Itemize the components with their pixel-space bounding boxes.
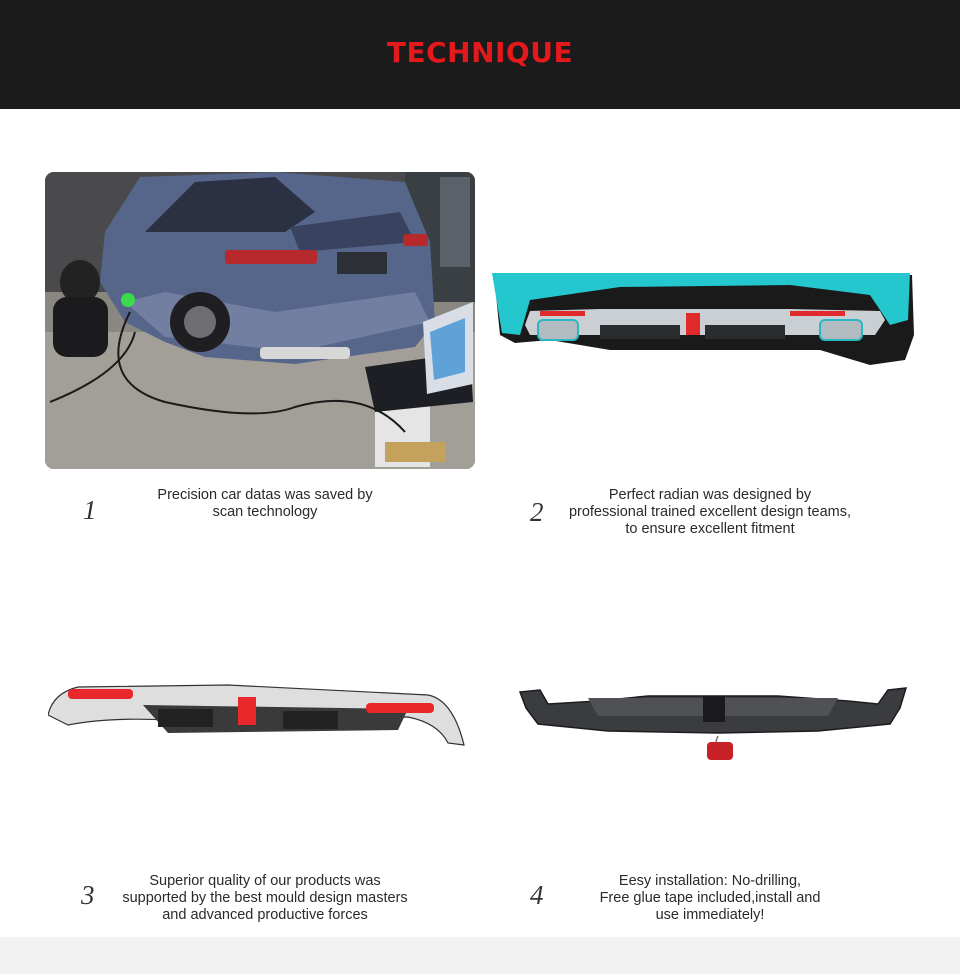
step-number-4: 4 [530,880,544,910]
caption-line: Perfect radian was designed by [608,487,812,503]
caption-line: Eesy installation: No-drilling, [618,873,802,889]
caption-line: scan technology [212,504,318,520]
caption-line: professional trained excellent design teams, [568,504,852,520]
scan-photo-illustration [45,172,475,469]
step-number-2: 2 [530,497,544,527]
caption-line: supported by the best mould design masters [122,890,408,906]
header-bar [0,0,960,109]
caption-line: Free glue tape included,install and [599,890,821,906]
diffuser-product [48,675,466,747]
carbon-diffuser-illustration [518,686,908,768]
carbon-diffuser-product [518,686,908,768]
caption-line: use immediately! [655,907,765,923]
step-caption-4 [555,873,865,924]
step-number-1: 1 [83,495,97,525]
step-caption-2 [540,487,880,538]
scan-photo [45,172,475,469]
caption-line: Precision car datas was saved by [157,487,373,503]
diffuser-illustration [48,675,466,747]
cad-bumper-illustration [490,265,916,370]
page-title: TECHNIQUE [386,36,574,69]
step-number-3: 3 [81,880,95,910]
step-caption-1 [120,487,410,521]
caption-line: and advanced productive forces [162,907,368,923]
footer-band [0,937,960,974]
caption-line: to ensure excellent fitment [625,521,795,537]
cad-design-render [490,265,916,370]
step-caption-3 [95,873,435,924]
caption-line: Superior quality of our products was [149,873,381,889]
